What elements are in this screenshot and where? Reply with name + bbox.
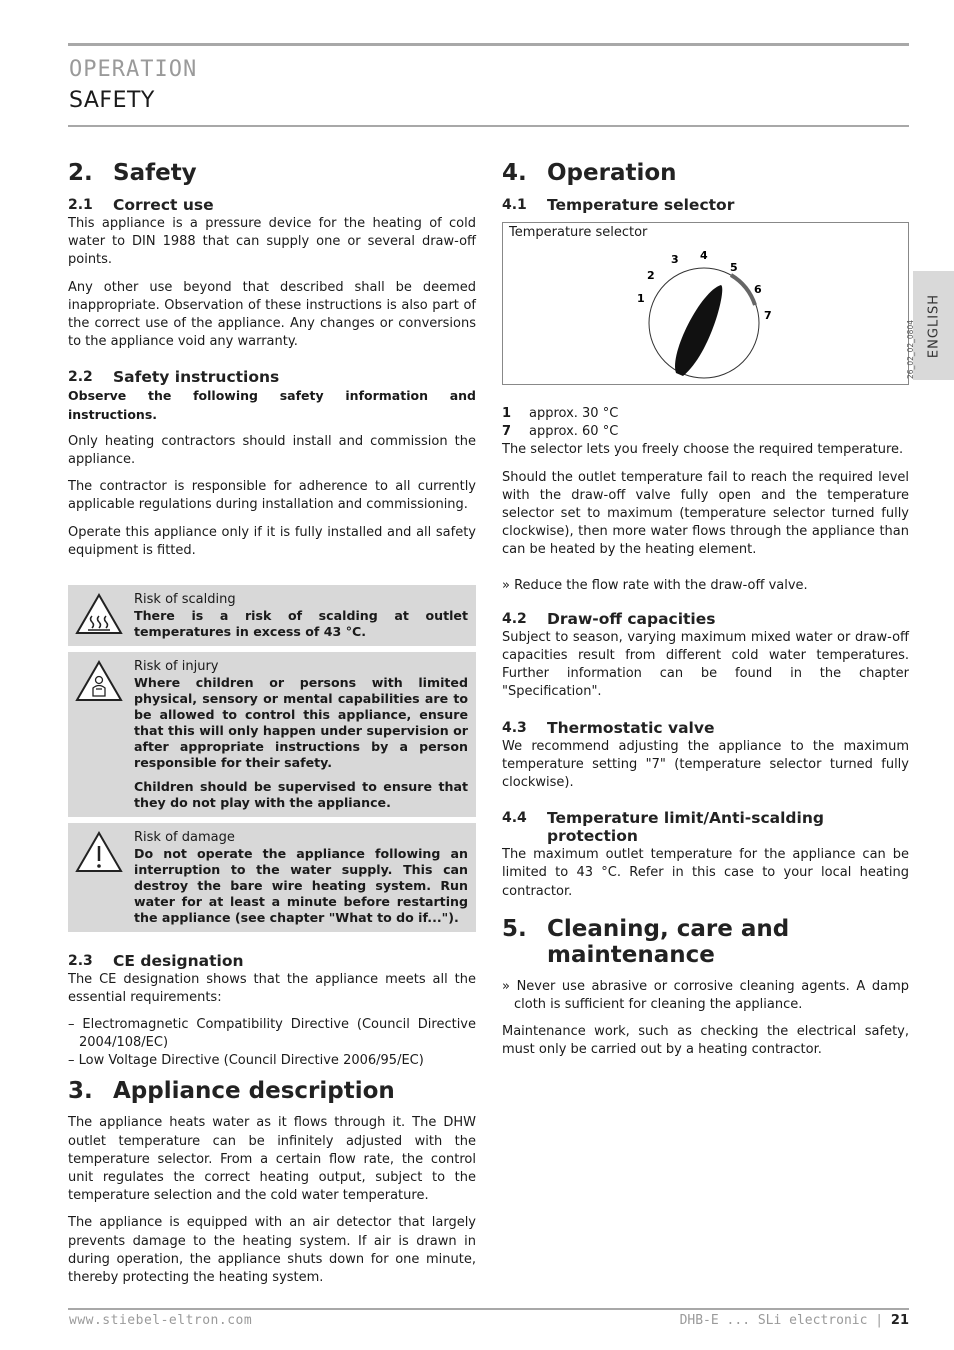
heading-correct-use [68, 196, 476, 214]
header-subsection: SAFETY [69, 88, 155, 113]
heading-ce-designation [68, 952, 476, 970]
heading-number: 4.2 [502, 610, 527, 627]
heading-number: 4. [502, 160, 527, 186]
heading-number: 4.3 [502, 719, 527, 736]
heading-safety [68, 160, 476, 186]
warning-text: Do not operate the appliance following an interruption to the water supply. This can destroy the bare wire heating system. Run water for at least a minute before restarting the appliance (see chapter "What to do if..."). [134, 846, 468, 926]
heading-title: Appliance description [113, 1078, 395, 1105]
figure-caption: Temperature selector [509, 225, 648, 240]
paragraph: The maximum outlet temperature for the appliance can be limited to 43 °C. Refer in this case to your local heating contractor. [502, 847, 909, 899]
warning-text: There is a risk of scalding at outlet temperatures in excess of 43 °C. [134, 608, 468, 640]
legend-number: 7 [502, 424, 512, 440]
list-item: – Electromagnetic Compatibility Directive (Council Directive 2004/108/EC) [68, 1017, 476, 1051]
warning-damage [68, 823, 476, 932]
paragraph: Should the outlet temperature fail to reach the required level with the draw-off valve fully open and the temperature selector set to maximum (temperature selector turned fully clockwise), then more water flows through the appliance than can be heated by the heating element. [502, 469, 909, 558]
header-rule-bottom [68, 125, 909, 127]
header-rule-top [68, 43, 909, 46]
list-item: – Low Voltage Directive (Council Directive 2006/95/EC) [68, 1053, 424, 1069]
dial-label: 6 [754, 283, 762, 296]
heading-title: Correct use [113, 196, 214, 214]
legend-number: 1 [502, 406, 512, 421]
paragraph: The CE designation shows that the appliance meets all the essential requirements: [68, 972, 476, 1006]
warning-scalding [68, 585, 476, 646]
footer-rule [68, 1308, 909, 1310]
paragraph: Only heating contractors should install and commission the appliance. [68, 433, 476, 468]
scalding-warning-icon [74, 592, 134, 640]
paragraph: The appliance heats water as it flows through it. The DHW outlet temperature can be infinitely adjusted with the temperature selector. From a certain flow rate, the control unit regulates the correct heating output, subject to the temperature selection and the cold water temperature. [68, 1115, 476, 1204]
heading-draw-off-capacities [502, 610, 909, 628]
heading-thermostatic-valve [502, 719, 909, 737]
warning-title: Risk of injury [134, 659, 219, 675]
heading-title: Operation [547, 160, 677, 186]
heading-title: Temperature selector [547, 196, 735, 214]
heading-title: Safety [113, 160, 197, 186]
paragraph: The selector lets you freely choose the required temperature. [502, 442, 904, 458]
heading-title: Cleaning, care and maintenance [547, 915, 790, 968]
heading-number: 2.3 [68, 953, 93, 970]
paragraph: We recommend adjusting the appliance to the maximum temperature setting "7" (temperature selector turned fully clockwise). [502, 738, 909, 791]
heading-number: 2.2 [68, 369, 93, 386]
person-warning-icon [74, 659, 134, 811]
bold-intro: Observe the following safety information and instructions. [68, 388, 476, 422]
legend-item [502, 405, 909, 423]
warning-title: Risk of scalding [134, 592, 236, 608]
heading-title: CE designation [113, 952, 244, 971]
dial-label: 7 [764, 309, 772, 322]
heading-safety-instructions [68, 368, 476, 386]
temperature-selector-figure [502, 222, 915, 385]
dial-label: 5 [730, 261, 738, 274]
heading-operation [502, 160, 909, 186]
instruction-note: » Reduce the flow rate with the draw-off valve. [502, 577, 808, 593]
heading-temperature-limit [502, 809, 909, 845]
heading-title: Thermostatic valve [547, 718, 715, 737]
heading-number: 4.1 [502, 197, 527, 213]
heading-cleaning-care-maintenance [502, 916, 909, 968]
exclamation-warning-icon [74, 830, 134, 926]
paragraph: The contractor is responsible for adherence to all currently applicable regulations during installation and commissioning. [68, 479, 476, 513]
header-section: OPERATION [69, 57, 198, 82]
figure-code: 26_02_02_0804 [906, 320, 915, 379]
paragraph: Any other use beyond that described shall be deemed inappropriate. Observation of these instructions is also part of the correct use of the appliance. Any changes or conversions to the appliance void any warranty. [68, 279, 476, 350]
paragraph: Maintenance work, such as checking the electrical safety, must only be carried out by a heating contractor. [502, 1024, 909, 1058]
dial-label: 2 [647, 269, 655, 282]
heading-title: Draw-off capacities [547, 609, 716, 628]
paragraph: This appliance is a pressure device for the heating of cold water to DIN 1988 that can supply one or several draw-off points. [68, 216, 476, 268]
heading-title: Temperature limit/Anti-scalding protection [547, 809, 824, 846]
language-tab-label: ENGLISH [926, 293, 941, 358]
temperature-dial-icon [621, 243, 791, 383]
dial-label: 3 [671, 253, 679, 266]
language-tab [913, 271, 954, 380]
warning-title: Risk of damage [134, 830, 235, 846]
legend-text: approx. 30 °C [529, 406, 619, 421]
instruction-note: » Never use abrasive or corrosive cleaning agents. A damp cloth is sufficient for cleaning the appliance. [502, 978, 909, 1013]
paragraph: Operate this appliance only if it is fully installed and all safety equipment is fitted. [68, 524, 476, 558]
heading-number: 3. [68, 1078, 93, 1105]
legend-text: approx. 60 °C [529, 424, 619, 440]
heading-number: 5. [502, 915, 527, 942]
footer-product [680, 1313, 909, 1328]
heading-number: 4.4 [502, 810, 527, 827]
heading-appliance-description [68, 1078, 476, 1104]
heading-number: 2.1 [68, 197, 93, 213]
heading-temperature-selector [502, 196, 909, 214]
dial-label: 4 [700, 249, 708, 262]
legend-item [502, 423, 909, 441]
heading-number: 2. [68, 160, 93, 186]
paragraph: Subject to season, varying maximum mixed water or draw-off capacities result from different cold water temperatures. Further information can be found in the chapter "Specification". [502, 629, 909, 700]
warning-text: Where children or persons with limited physical, sensory or mental capabilities are to be allowed to control this appliance, ensure that this will only happen under supervision or after appropriate instructions by a person responsible for their safety. [134, 675, 468, 771]
warning-text-secondary: Children should be supervised to ensure that they do not play with the appliance. [134, 779, 468, 811]
left-column [68, 160, 476, 1296]
heading-title: Safety instructions [113, 368, 280, 387]
right-column [502, 160, 915, 1069]
dial-label: 1 [637, 292, 645, 305]
paragraph: The appliance is equipped with an air detector that largely prevents damage to the heating system. If air is drawn in during operation, the appliance shuts down for one minute, thereby protecting the heating system. [68, 1215, 476, 1286]
page-number: 21 [890, 1313, 909, 1328]
footer-url: www.stiebel-eltron.com [69, 1313, 253, 1328]
footer-product-name: DHB-E ... SLi electronic | [679, 1313, 884, 1328]
warning-injury [68, 652, 476, 817]
